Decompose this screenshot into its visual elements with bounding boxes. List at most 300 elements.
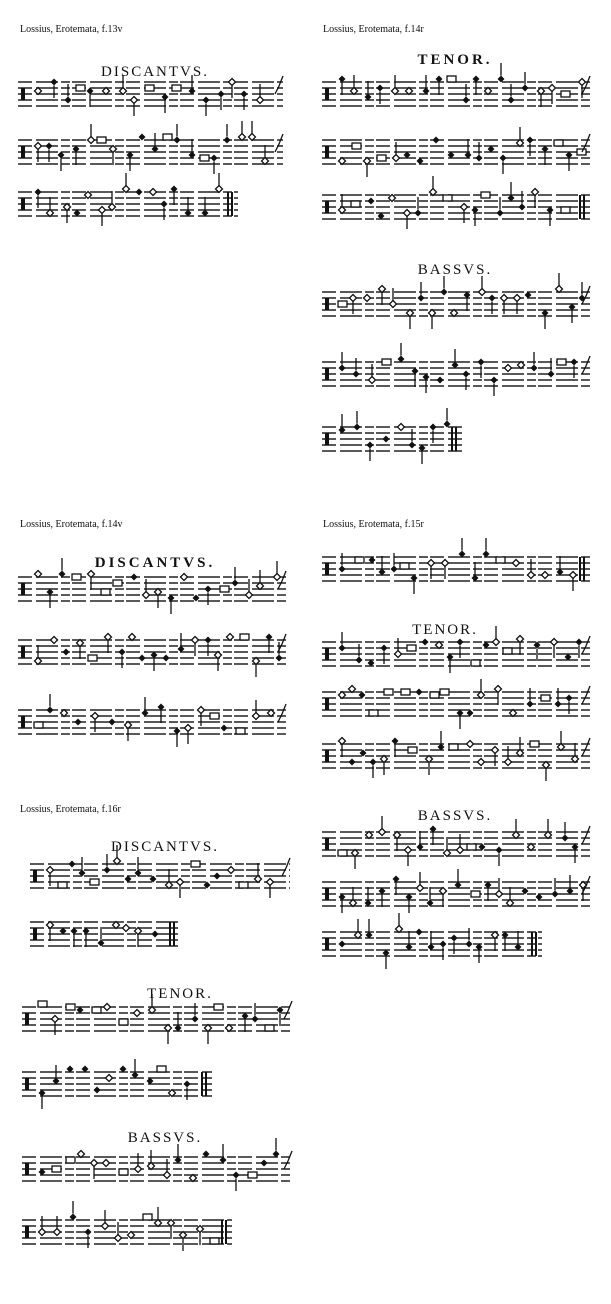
- filled-note-icon: [356, 657, 363, 664]
- filled-note-icon: [440, 941, 447, 948]
- filled-note-icon: [47, 707, 54, 714]
- custos-icon: [582, 286, 590, 304]
- open-note-icon: [405, 847, 412, 854]
- clef-icon: [21, 716, 25, 728]
- filled-note-icon: [51, 79, 58, 86]
- breve-note-icon: [145, 85, 154, 91]
- filled-note-icon: [205, 637, 212, 644]
- open-note-icon: [134, 1010, 141, 1017]
- open-note-icon: [88, 137, 95, 144]
- staff-f15r-tenor-2: [322, 680, 590, 730]
- breve-note-icon: [352, 143, 361, 149]
- open-note-icon: [457, 847, 464, 854]
- music-staff-icon: [22, 1208, 232, 1258]
- breve-note-icon: [265, 1025, 274, 1031]
- filled-note-icon: [391, 566, 398, 573]
- open-note-icon: [92, 713, 99, 720]
- voice-heading-bassus-f16r: BASSVS.: [127, 1130, 203, 1146]
- breve-note-icon: [58, 882, 67, 888]
- breve-note-icon: [143, 1214, 152, 1220]
- breve-note-icon: [239, 882, 248, 888]
- music-staff-icon: [322, 920, 542, 970]
- breve-note-icon: [447, 76, 456, 82]
- open-note-icon: [404, 210, 411, 217]
- custos-icon: [582, 636, 590, 654]
- breve-note-icon: [66, 1004, 75, 1010]
- filled-note-icon: [139, 655, 146, 662]
- staff-f13v-discantus-3: [18, 180, 238, 230]
- filled-note-icon: [491, 377, 498, 384]
- breve-note-icon: [449, 744, 458, 750]
- open-note-icon: [551, 639, 558, 646]
- breve-note-icon: [220, 586, 229, 592]
- filled-note-icon: [205, 586, 212, 593]
- filled-note-icon: [437, 377, 444, 384]
- staff-f15r-tenor-1: [322, 630, 590, 680]
- custos-icon: [284, 1001, 292, 1019]
- filled-note-icon: [261, 1160, 268, 1167]
- filled-note-icon: [174, 137, 181, 144]
- filled-note-icon: [489, 295, 496, 302]
- staff-f14v-discantus-1: [18, 565, 286, 615]
- music-staff-icon: [322, 415, 462, 465]
- music-staff-icon: [30, 852, 290, 902]
- caption-f16r: Lossius, Erotemata, f.16r: [20, 804, 121, 815]
- open-note-icon: [514, 295, 521, 302]
- breve-note-icon: [530, 741, 539, 747]
- open-note-icon: [493, 639, 500, 646]
- open-note-icon: [39, 1229, 46, 1236]
- filled-note-icon: [224, 137, 231, 144]
- filled-note-icon: [339, 645, 346, 652]
- caption-f13v: Lossius, Erotemata, f.13v: [20, 24, 123, 35]
- open-note-icon: [164, 1172, 171, 1179]
- caption-f14r: Lossius, Erotemata, f.14r: [323, 24, 424, 35]
- open-note-icon: [51, 637, 58, 644]
- clef-icon: [325, 888, 329, 900]
- filled-note-icon: [463, 97, 470, 104]
- filled-note-icon: [430, 424, 437, 431]
- breve-note-icon: [157, 1066, 166, 1072]
- breve-note-icon: [101, 589, 110, 595]
- clef-icon: [25, 1078, 29, 1090]
- music-staff-icon: [322, 183, 590, 233]
- clef-icon: [21, 88, 25, 100]
- breve-note-icon: [440, 689, 449, 695]
- filled-note-icon: [441, 289, 448, 296]
- open-note-icon: [505, 365, 512, 372]
- staff-f14v-discantus-2: [18, 628, 286, 678]
- filled-note-icon: [104, 867, 111, 874]
- open-note-icon: [257, 97, 264, 104]
- open-note-icon: [549, 85, 556, 92]
- filled-note-icon: [476, 155, 483, 162]
- open-note-icon: [461, 204, 468, 211]
- filled-note-icon: [109, 719, 116, 726]
- open-note-icon: [501, 295, 508, 302]
- music-staff-icon: [322, 70, 590, 120]
- music-staff-icon: [22, 1145, 292, 1195]
- breve-note-icon: [554, 140, 563, 146]
- filled-note-icon: [463, 371, 470, 378]
- clef-icon: [25, 1226, 29, 1238]
- filled-note-icon: [457, 639, 464, 646]
- filled-note-icon: [383, 436, 390, 443]
- voice-heading-bassus-f15r: BASSVS.: [417, 808, 493, 824]
- staff-f14r-bassus-2: [322, 350, 590, 400]
- breve-note-icon: [338, 301, 347, 307]
- filled-note-icon: [339, 365, 346, 372]
- open-note-icon: [54, 1229, 61, 1236]
- custos-icon: [582, 686, 590, 704]
- breve-note-icon: [338, 850, 347, 856]
- open-note-icon: [570, 572, 577, 579]
- filled-note-icon: [339, 941, 346, 948]
- open-note-icon: [177, 879, 184, 886]
- custos-icon: [582, 826, 590, 844]
- breve-note-icon: [119, 1019, 128, 1025]
- breve-note-icon: [503, 648, 512, 654]
- music-staff-icon: [18, 180, 238, 230]
- open-note-icon: [417, 885, 424, 892]
- clef-icon: [325, 938, 329, 950]
- music-staff-icon: [18, 628, 286, 678]
- filled-note-icon: [566, 695, 573, 702]
- open-note-icon: [143, 592, 150, 599]
- filled-note-icon: [221, 725, 228, 732]
- music-staff-icon: [18, 70, 283, 120]
- clef-icon: [33, 928, 37, 940]
- filled-note-icon: [527, 137, 534, 144]
- voice-heading-bassus-f14r: BASSVS.: [417, 262, 493, 278]
- filled-note-icon: [353, 371, 360, 378]
- open-note-icon: [496, 891, 503, 898]
- music-staff-icon: [18, 565, 286, 615]
- breve-note-icon: [369, 710, 378, 716]
- clef-icon: [325, 298, 329, 310]
- breve-note-icon: [382, 359, 391, 365]
- voice-heading-discantus-f13v: DISCANTVS.: [101, 64, 209, 80]
- open-note-icon: [393, 155, 400, 162]
- staff-f16r-tenor-2: [22, 1060, 212, 1110]
- filled-note-icon: [433, 137, 440, 144]
- filled-note-icon: [218, 91, 225, 98]
- staff-f15r-discantus-1: [322, 545, 590, 595]
- breve-note-icon: [66, 1157, 75, 1163]
- breve-note-icon: [467, 844, 476, 850]
- voice-heading-tenor-f15r: TENOR.: [412, 622, 478, 638]
- open-note-icon: [390, 301, 397, 308]
- custos-icon: [284, 1151, 292, 1169]
- filled-note-icon: [35, 189, 42, 196]
- custos-icon: [282, 858, 290, 876]
- custos-icon: [275, 76, 283, 94]
- filled-note-icon: [562, 835, 569, 842]
- filled-note-icon: [466, 941, 473, 948]
- staff-f14r-bassus-3: [322, 415, 462, 465]
- breve-note-icon: [119, 1169, 128, 1175]
- filled-note-icon: [527, 701, 534, 708]
- music-staff-icon: [322, 128, 590, 178]
- staff-f15r-tenor-3: [322, 732, 590, 782]
- voice-heading-discantus-f14v: DISCANTVS.: [94, 555, 216, 571]
- breve-note-icon: [577, 149, 586, 155]
- clef-icon: [325, 698, 329, 710]
- clef-icon: [325, 563, 329, 575]
- filled-note-icon: [415, 210, 422, 217]
- voice-heading-tenor-f16r: TENOR.: [147, 986, 213, 1002]
- filled-note-icon: [241, 91, 248, 98]
- filled-note-icon: [233, 1172, 240, 1179]
- filled-note-icon: [531, 365, 538, 372]
- clef-icon: [325, 88, 329, 100]
- open-note-icon: [106, 1075, 113, 1082]
- staff-f15r-bassus-2: [322, 870, 590, 920]
- open-note-icon: [99, 207, 106, 214]
- music-staff-icon: [322, 870, 590, 920]
- custos-icon: [278, 704, 286, 722]
- filled-note-icon: [418, 295, 425, 302]
- breve-note-icon: [172, 85, 181, 91]
- breve-note-icon: [355, 557, 364, 563]
- voice-heading-tenor-f14r: TENOR.: [417, 52, 493, 68]
- breve-note-icon: [400, 563, 409, 569]
- staff-f15r-bassus-3: [322, 920, 542, 970]
- breve-note-icon: [557, 359, 566, 365]
- filled-note-icon: [276, 655, 283, 662]
- open-note-icon: [542, 572, 549, 579]
- filled-note-icon: [508, 97, 515, 104]
- open-note-icon: [181, 574, 188, 581]
- filled-note-icon: [519, 204, 526, 211]
- breve-note-icon: [248, 1172, 257, 1178]
- clef-icon: [325, 433, 329, 445]
- open-note-icon: [229, 79, 236, 86]
- breve-note-icon: [496, 557, 505, 563]
- filled-note-icon: [65, 97, 72, 104]
- open-note-icon: [267, 879, 274, 886]
- breve-note-icon: [92, 1007, 101, 1013]
- filled-note-icon: [119, 649, 126, 656]
- filled-note-icon: [377, 85, 384, 92]
- breve-note-icon: [72, 574, 81, 580]
- open-note-icon: [395, 651, 402, 658]
- filled-note-icon: [69, 861, 76, 868]
- staff-f14r-bassus-1: [322, 280, 590, 330]
- filled-note-icon: [497, 210, 504, 217]
- filled-note-icon: [252, 1016, 259, 1023]
- filled-note-icon: [163, 655, 170, 662]
- open-note-icon: [379, 829, 386, 836]
- filled-note-icon: [381, 645, 388, 652]
- clef-icon: [21, 198, 25, 210]
- music-staff-icon: [322, 280, 590, 330]
- breve-note-icon: [561, 91, 570, 97]
- breve-note-icon: [214, 1004, 223, 1010]
- open-note-icon: [274, 574, 281, 581]
- breve-note-icon: [90, 879, 99, 885]
- breve-note-icon: [377, 155, 386, 161]
- open-note-icon: [579, 79, 586, 86]
- filled-note-icon: [548, 371, 555, 378]
- filled-note-icon: [203, 97, 210, 104]
- music-staff-icon: [322, 732, 590, 782]
- filled-note-icon: [349, 759, 356, 766]
- clef-icon: [325, 146, 329, 158]
- staff-f14v-discantus-3: [18, 698, 286, 748]
- filled-note-icon: [367, 442, 374, 449]
- clef-icon: [21, 583, 25, 595]
- caption-f15r: Lossius, Erotemata, f.15r: [323, 519, 424, 530]
- filled-note-icon: [232, 580, 239, 587]
- filled-note-icon: [211, 155, 218, 162]
- open-note-icon: [478, 759, 485, 766]
- open-note-icon: [103, 1160, 110, 1167]
- clef-icon: [33, 870, 37, 882]
- staff-f14r-tenor-2: [322, 128, 590, 178]
- open-note-icon: [102, 1223, 109, 1230]
- breve-note-icon: [561, 207, 570, 213]
- filled-note-icon: [63, 649, 70, 656]
- open-note-icon: [369, 377, 376, 384]
- music-staff-icon: [322, 820, 590, 870]
- filled-note-icon: [184, 1081, 191, 1088]
- staff-f16r-discantus-1: [30, 852, 290, 902]
- filled-note-icon: [75, 719, 82, 726]
- open-note-icon: [91, 1160, 98, 1167]
- filled-note-icon: [409, 442, 416, 449]
- breve-note-icon: [401, 689, 410, 695]
- open-note-icon: [492, 747, 499, 754]
- open-note-icon: [513, 560, 520, 567]
- filled-note-icon: [478, 359, 485, 366]
- open-note-icon: [428, 560, 435, 567]
- staff-f16r-discantus-2: [30, 910, 180, 960]
- breve-note-icon: [210, 1238, 219, 1244]
- music-staff-icon: [18, 698, 286, 748]
- clef-icon: [325, 368, 329, 380]
- open-note-icon: [123, 925, 130, 932]
- filled-note-icon: [214, 873, 221, 880]
- filled-note-icon: [94, 1087, 101, 1094]
- breve-note-icon: [76, 85, 85, 91]
- staff-f13v-discantus-2: [18, 128, 283, 178]
- open-note-icon: [131, 97, 138, 104]
- clef-icon: [325, 201, 329, 213]
- filled-note-icon: [161, 201, 168, 208]
- custos-icon: [278, 571, 286, 589]
- breve-note-icon: [163, 134, 172, 140]
- breve-note-icon: [430, 692, 439, 698]
- open-note-icon: [528, 572, 535, 579]
- breve-note-icon: [113, 580, 122, 586]
- breve-note-icon: [384, 689, 393, 695]
- breve-note-icon: [97, 137, 106, 143]
- breve-note-icon: [481, 192, 490, 198]
- breve-note-icon: [407, 645, 416, 651]
- breve-note-icon: [210, 713, 219, 719]
- clef-icon: [25, 1163, 29, 1175]
- staff-f15r-bassus-1: [322, 820, 590, 870]
- breve-note-icon: [88, 655, 97, 661]
- filled-note-icon: [370, 759, 377, 766]
- breve-note-icon: [34, 722, 43, 728]
- filled-note-icon: [339, 566, 346, 573]
- clef-icon: [325, 750, 329, 762]
- clef-icon: [25, 1013, 29, 1025]
- breve-note-icon: [443, 195, 452, 201]
- clef-icon: [325, 838, 329, 850]
- filled-note-icon: [422, 639, 429, 646]
- open-note-icon: [398, 424, 405, 431]
- custos-icon: [275, 134, 283, 152]
- filled-note-icon: [85, 1229, 92, 1236]
- filled-note-icon: [152, 931, 159, 938]
- breve-note-icon: [471, 660, 480, 666]
- breve-note-icon: [471, 891, 480, 897]
- clef-icon: [21, 146, 25, 158]
- open-note-icon: [47, 867, 54, 874]
- breve-note-icon: [240, 634, 249, 640]
- open-note-icon: [192, 637, 199, 644]
- open-note-icon: [467, 741, 474, 748]
- clef-icon: [21, 646, 25, 658]
- music-staff-icon: [30, 910, 180, 960]
- open-note-icon: [253, 713, 260, 720]
- music-staff-icon: [22, 1060, 212, 1110]
- breve-note-icon: [52, 1166, 61, 1172]
- breve-note-icon: [408, 747, 417, 753]
- music-staff-icon: [322, 680, 590, 730]
- filled-note-icon: [368, 198, 375, 205]
- filled-note-icon: [46, 143, 53, 150]
- open-note-icon: [104, 1004, 111, 1011]
- open-note-icon: [115, 1235, 122, 1242]
- breve-note-icon: [236, 728, 245, 734]
- open-note-icon: [228, 867, 235, 874]
- filled-note-icon: [576, 639, 583, 646]
- open-note-icon: [35, 143, 42, 150]
- open-note-icon: [246, 592, 253, 599]
- clef-icon: [325, 648, 329, 660]
- breve-note-icon: [38, 1001, 47, 1007]
- custos-icon: [582, 738, 590, 756]
- filled-note-icon: [416, 929, 423, 936]
- filled-note-icon: [500, 155, 507, 162]
- open-note-icon: [135, 1166, 142, 1173]
- open-note-icon: [350, 295, 357, 302]
- breve-note-icon: [351, 201, 360, 207]
- voice-heading-discantus-f16r: DISCANTVS.: [111, 839, 219, 855]
- caption-f14v: Lossius, Erotemata, f.14v: [20, 519, 123, 530]
- breve-note-icon: [191, 861, 200, 867]
- music-staff-icon: [22, 995, 292, 1045]
- music-staff-icon: [18, 128, 283, 178]
- breve-note-icon: [541, 695, 550, 701]
- filled-note-icon: [571, 359, 578, 366]
- filled-note-icon: [192, 1016, 199, 1023]
- staff-f14r-tenor-3: [322, 183, 590, 233]
- filled-note-icon: [136, 189, 143, 196]
- filled-note-icon: [451, 935, 458, 942]
- music-staff-icon: [322, 545, 590, 595]
- open-note-icon: [185, 725, 192, 732]
- open-note-icon: [364, 295, 371, 302]
- staff-f16r-bassus-2: [22, 1208, 232, 1258]
- open-note-icon: [479, 289, 486, 296]
- breve-note-icon: [200, 155, 209, 161]
- staff-f13v-discantus-1: [18, 70, 283, 120]
